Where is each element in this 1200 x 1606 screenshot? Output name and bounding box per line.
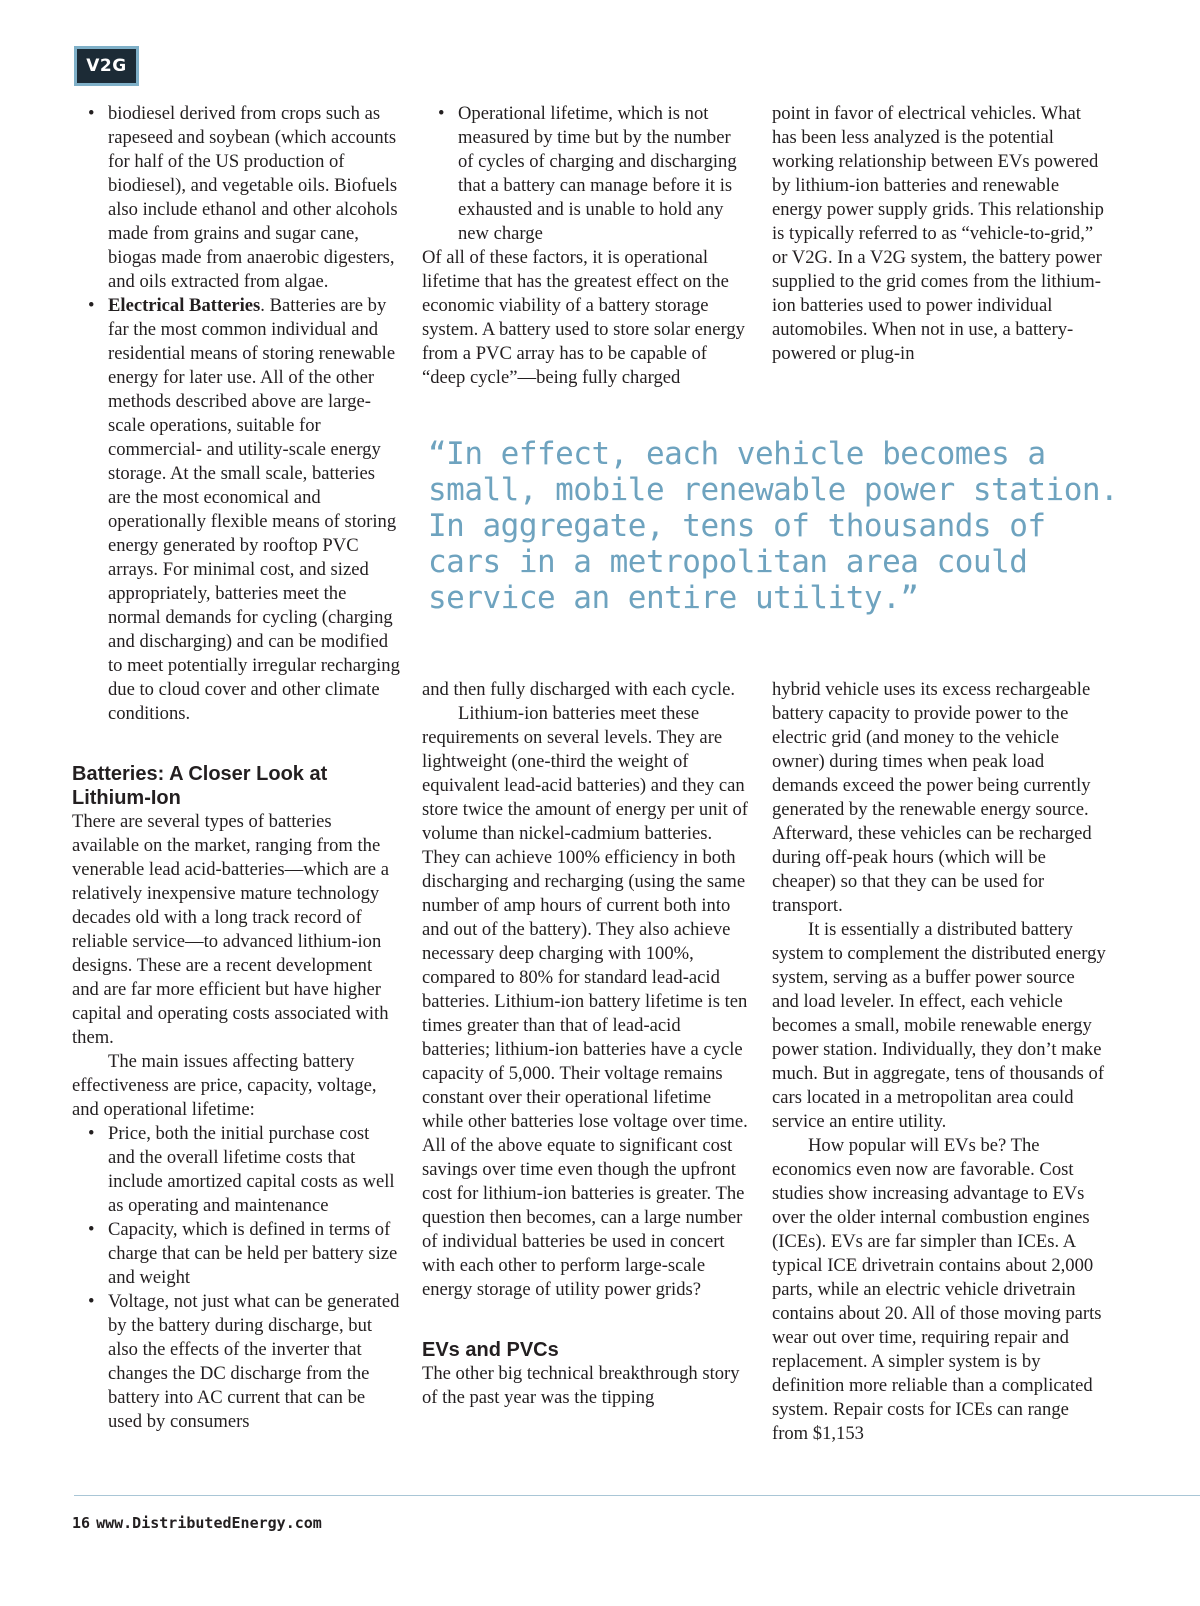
paragraph: hybrid vehicle uses its excess rechargeable battery capacity to provide power to the electric grid (and money to the vehicle owner) during times when peak load demands exceed the power being currently generated by the renewable energy source. Afterward, these vehicles can be recharged during off-peak hours (which will be cheaper) so that they can be used for transport. [772,679,1092,916]
paragraph: The main issues affecting battery effectiveness are price, capacity, voltage, and operational lifetime: [72,1051,377,1120]
bullet-price: • Price, both the initial purchase cost and the overall lifetime costs that include amortized capital costs as well as operating and maintenance [108,1122,400,1218]
footer-rule [74,1495,1200,1496]
section-tag: V2G [74,46,139,86]
bullet-biofuels-continued [108,102,400,294]
paragraph: How popular will EVs be? The economics even now are favorable. Cost studies show increasing advantage to EVs over the older internal combustion engines (ICEs). EVs are far simpler than ICEs. A typical ICE drivetrain contains about 2,000 parts, while an electric vehicle drivetrain contains about 20. All of those moving parts wear out over time, requiring repair and replacement. A simpler system is by definition more reliable than a complicated system. Repair costs for ICEs can range from $1,153 [772,1135,1102,1444]
website-url[interactable]: www.DistributedEnergy.com [96,1514,322,1532]
paragraph: Of all of these factors, it is operational lifetime that has the greatest effect on the economic viability of a battery storage system. A battery used to store solar energy from a PVC array has to be capable of “deep cycle”—being fully charged [422,247,745,388]
bullet-capacity: • Capacity, which is defined in terms of charge that can be held per battery size and weight [108,1218,400,1290]
heading-evs-pvcs: EVs and PVCs [422,1339,559,1361]
column-1 [72,102,400,1434]
bullet-electrical-batteries [108,294,400,726]
column-3-bottom [772,678,1106,1446]
paragraph: It is essentially a distributed battery system to complement the distributed energy system, serving as a buffer power source and load leveler. In effect, each vehicle becomes a small, mobile renewable energy power station. Individually, they don’t make much. But in aggregate, tens of thousands of cars located in a metropolitan area could service an entire utility. [772,919,1106,1132]
bullet-lead: Electrical Batteries [108,295,261,316]
column-3-top [772,102,1106,366]
biofuels-text: biodiesel derived from crops such as rapeseed and soybean (which accounts for half of the US production of biodiesel), and vegetable oils. Biofuels also include ethanol and other alcohols made from grains and sugar cane, biogas made from anaerobic digesters, and oils extracted from algae. [108,103,398,292]
column-2-top [422,102,748,390]
paragraph: The other big technical breakthrough story of the past year was the tipping [422,1363,740,1408]
pull-quote: “In effect, each vehicle becomes a small, mobile renewable power station. In aggregate, tens of thousands of cars in a metropolitan area could service an entire utility.” [428,436,1119,616]
heading-lithium-ion: Batteries: A Closer Look at Lithium-Ion [72,763,328,809]
page-number: 16 [72,1514,91,1532]
paragraph: Lithium-ion batteries meet these requirements on several levels. They are lightweight (one-third the weight of equivalent lead-acid batteries) and they can store twice the amount of energy per unit of volume than nickel-cadmium batteries. They can achieve 100% efficiency in both discharging and recharging (using the same number of amp hours of current both into and out of the battery). They also achieve necessary deep charging with 100%, compared to 80% for standard lead-acid batteries. Lithium-ion battery lifetime is ten times greater than that of lead-acid batteries; lithium-ion batteries have a cycle capacity of 5,000. Their voltage remains constant over their operational lifetime while other batteries lose voltage over time. All of the above equate to significant cost savings over time even though the upfront cost for lithium-ion batteries is greater. The question then becomes, can a large number of individual batteries be used in concert with each other to perform large-scale energy storage of utility power grids? [422,703,748,1300]
bullet-voltage: • Voltage, not just what can be generated by the battery during discharge, but also the effects of the inverter that changes the DC discharge from the battery into AC current that can be used by consumers [108,1290,400,1434]
bullet-operational-lifetime: • Operational lifetime, which is not measured by time but by the number of cycles of charging and discharging that a battery can manage before it is exhausted and is unable to hold any new charge [458,102,748,246]
paragraph: point in favor of electrical vehicles. What has been less analyzed is the potential working relationship between EVs powered by lithium-ion batteries and renewable energy power supply grids. This relationship is typically referred to as “vehicle-to-grid,” or V2G. In a V2G system, the battery power supplied to the grid comes from the lithium-ion batteries used to power individual automobiles. When not in use, a battery-powered or plug-in [772,103,1104,364]
paragraph: There are several types of batteries available on the market, ranging from the venerable lead acid-batteries—which are a relatively inexpensive mature technology decades old with a long track record of reliable service—to advanced lithium-ion designs. These are a recent development and are far more efficient but have higher capital and operating costs associated with them. [72,811,389,1048]
column-2-bottom [422,678,748,1410]
footer [72,1514,322,1532]
bullet-text: . Batteries are by far the most common individual and residential means of storing renewable energy for later use. All of the other methods described above are large-scale operations, suitable for commercial- and utility-scale energy storage. At the small scale, batteries are the most economical and operationally flexible means of storing energy generated by rooftop PVC arrays. For minimal cost, and sized appropriately, batteries meet the normal demands for cycling (charging and discharging) and can be modified to meet potentially irregular recharging due to cloud cover and other climate conditions. [108,295,400,724]
paragraph: and then fully discharged with each cycle. [422,679,736,700]
